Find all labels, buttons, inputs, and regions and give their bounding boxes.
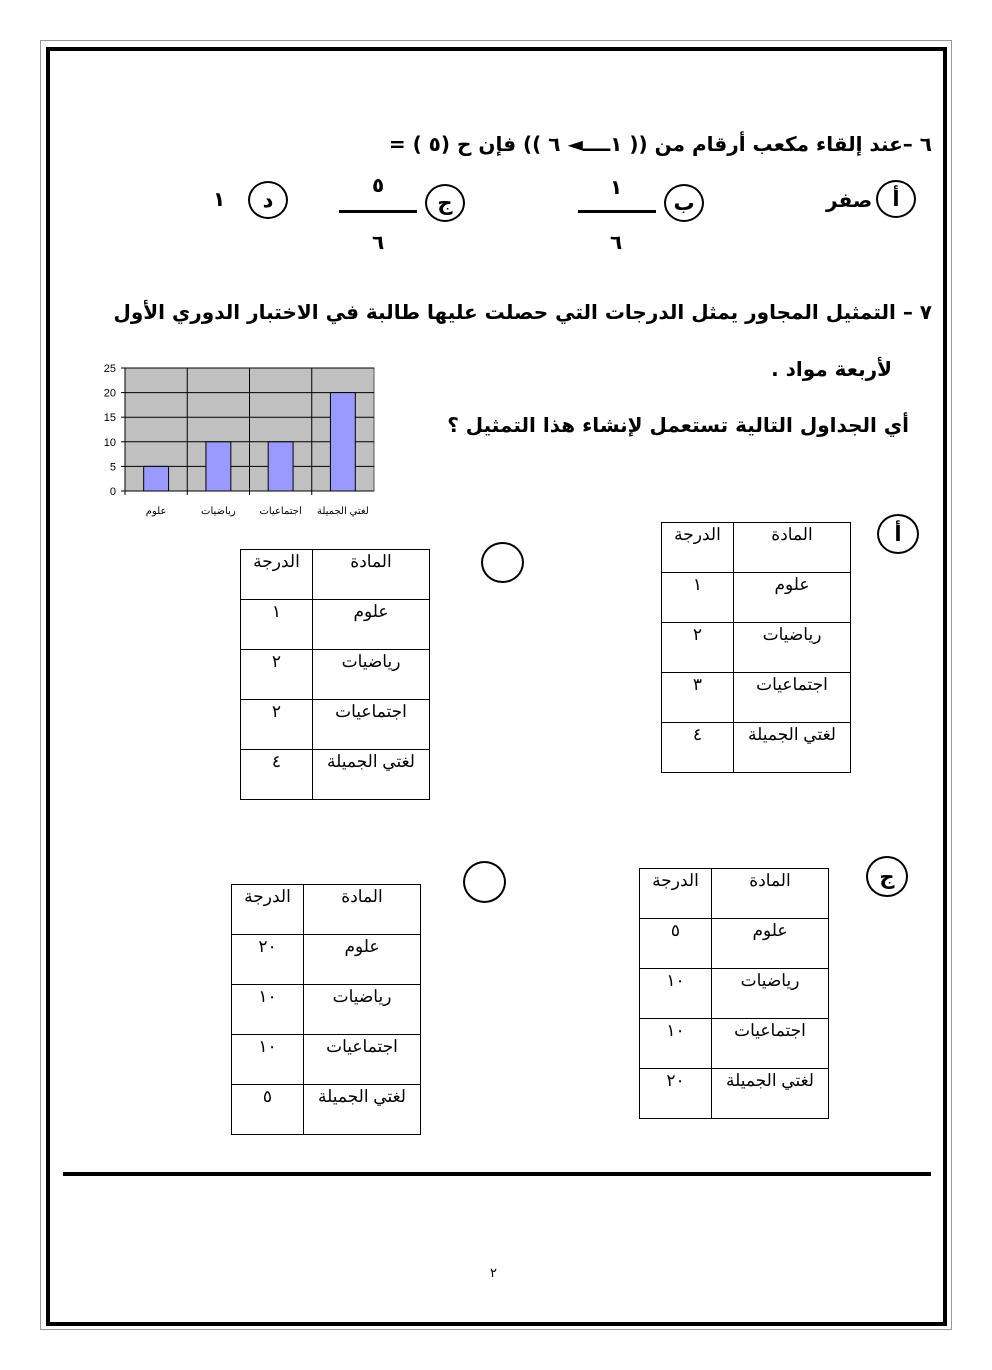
table-row: لغتي الجميلة ٢٠ (640, 1069, 829, 1119)
table-header-subject: المادة (304, 885, 421, 935)
q6-option-b-denominator: ٦ (610, 230, 623, 254)
chart-x-tick-label: رياضيات (201, 506, 236, 517)
table-row: رياضيات ٢ (662, 623, 851, 673)
table-row: اجتماعيات ٣ (662, 673, 851, 723)
q6-text: ٦ –عند إلقاء مكعب أرقام من (( ١ــــ◄ ٦ )) فإن ح (٥ ) = (388, 132, 932, 156)
table-header-subject: المادة (712, 869, 829, 919)
q6-option-a-circle[interactable]: أ (876, 180, 916, 218)
table-row: رياضيات ٢ (241, 650, 430, 700)
table-row: علوم ٢٠ (232, 935, 421, 985)
table-header-degree: الدرجة (640, 869, 712, 919)
table-row: اجتماعيات ٢ (241, 700, 430, 750)
table-row: لغتي الجميلة ٤ (662, 723, 851, 773)
grades-bar-chart (90, 358, 390, 523)
table-row: رياضيات ١٠ (640, 969, 829, 1019)
chart-y-tick-label: 10 (103, 436, 116, 449)
table-option-c (639, 868, 829, 1119)
q7-line2: لأربعة مواد . (771, 357, 892, 381)
chart-x-tick-label: اجتماعيات (259, 506, 302, 517)
table-row: رياضيات ١٠ (232, 985, 421, 1035)
chart-y-tick-label: 20 (103, 387, 116, 400)
table-row: لغتي الجميلة ٥ (232, 1085, 421, 1135)
q7-question: أي الجداول التالية تستعمل لإنشاء هذا التمثيل ؟ (447, 413, 909, 437)
chart-x-tick-label: علوم (145, 506, 167, 517)
table-row: علوم ١ (241, 600, 430, 650)
table-header-degree: الدرجة (241, 550, 313, 600)
table-row: علوم ١ (662, 573, 851, 623)
q6-option-c-circle[interactable]: ج (425, 184, 465, 222)
q7-option-d-circle[interactable] (463, 861, 506, 903)
chart-bar (144, 466, 169, 491)
chart-y-tick-label: 0 (109, 486, 116, 498)
chart-x-tick-label: لغتي الجميلة (316, 506, 369, 517)
table-option-d (231, 884, 421, 1135)
chart-y-tick-label: 25 (103, 363, 116, 375)
table-header-degree: الدرجة (662, 523, 734, 573)
q7-option-a-circle[interactable]: أ (877, 514, 919, 554)
q6-option-d-text: ١ (213, 187, 226, 211)
table-option-b (240, 549, 430, 800)
q6-option-b-numerator: ١ (610, 175, 623, 199)
table-header-subject: المادة (313, 550, 430, 600)
q7-option-b-circle[interactable] (481, 542, 524, 583)
table-option-a (661, 522, 851, 773)
q6-option-a-text: صفر (826, 188, 873, 212)
table-header-degree: الدرجة (232, 885, 304, 935)
q6-option-c-numerator: ٥ (372, 173, 385, 197)
table-header-subject: المادة (734, 523, 851, 573)
chart-bar (206, 442, 231, 491)
chart-y-tick-label: 15 (103, 412, 116, 425)
q6-option-c-fraction-bar (339, 210, 417, 213)
q7-option-c-circle[interactable]: ج (866, 856, 908, 897)
chart-bar (330, 393, 355, 491)
q6-option-b-circle[interactable]: ب (664, 184, 704, 222)
table-row: لغتي الجميلة ٤ (241, 750, 430, 800)
section-divider (63, 1172, 931, 1176)
table-row: اجتماعيات ١٠ (640, 1019, 829, 1069)
page-number: ٢ (490, 1266, 497, 1281)
q7-line1: ٧ – التمثيل المجاور يمثل الدرجات التي حصلت عليها طالبة في الاختبار الدوري الأول (113, 300, 932, 324)
table-row: اجتماعيات ١٠ (232, 1035, 421, 1085)
table-row: علوم ٥ (640, 919, 829, 969)
q6-option-b-fraction-bar (578, 210, 656, 213)
chart-bar (268, 442, 293, 491)
chart-y-tick-label: 5 (109, 461, 116, 474)
q6-option-c-denominator: ٦ (372, 230, 385, 254)
q6-option-d-circle[interactable]: د (248, 181, 288, 219)
